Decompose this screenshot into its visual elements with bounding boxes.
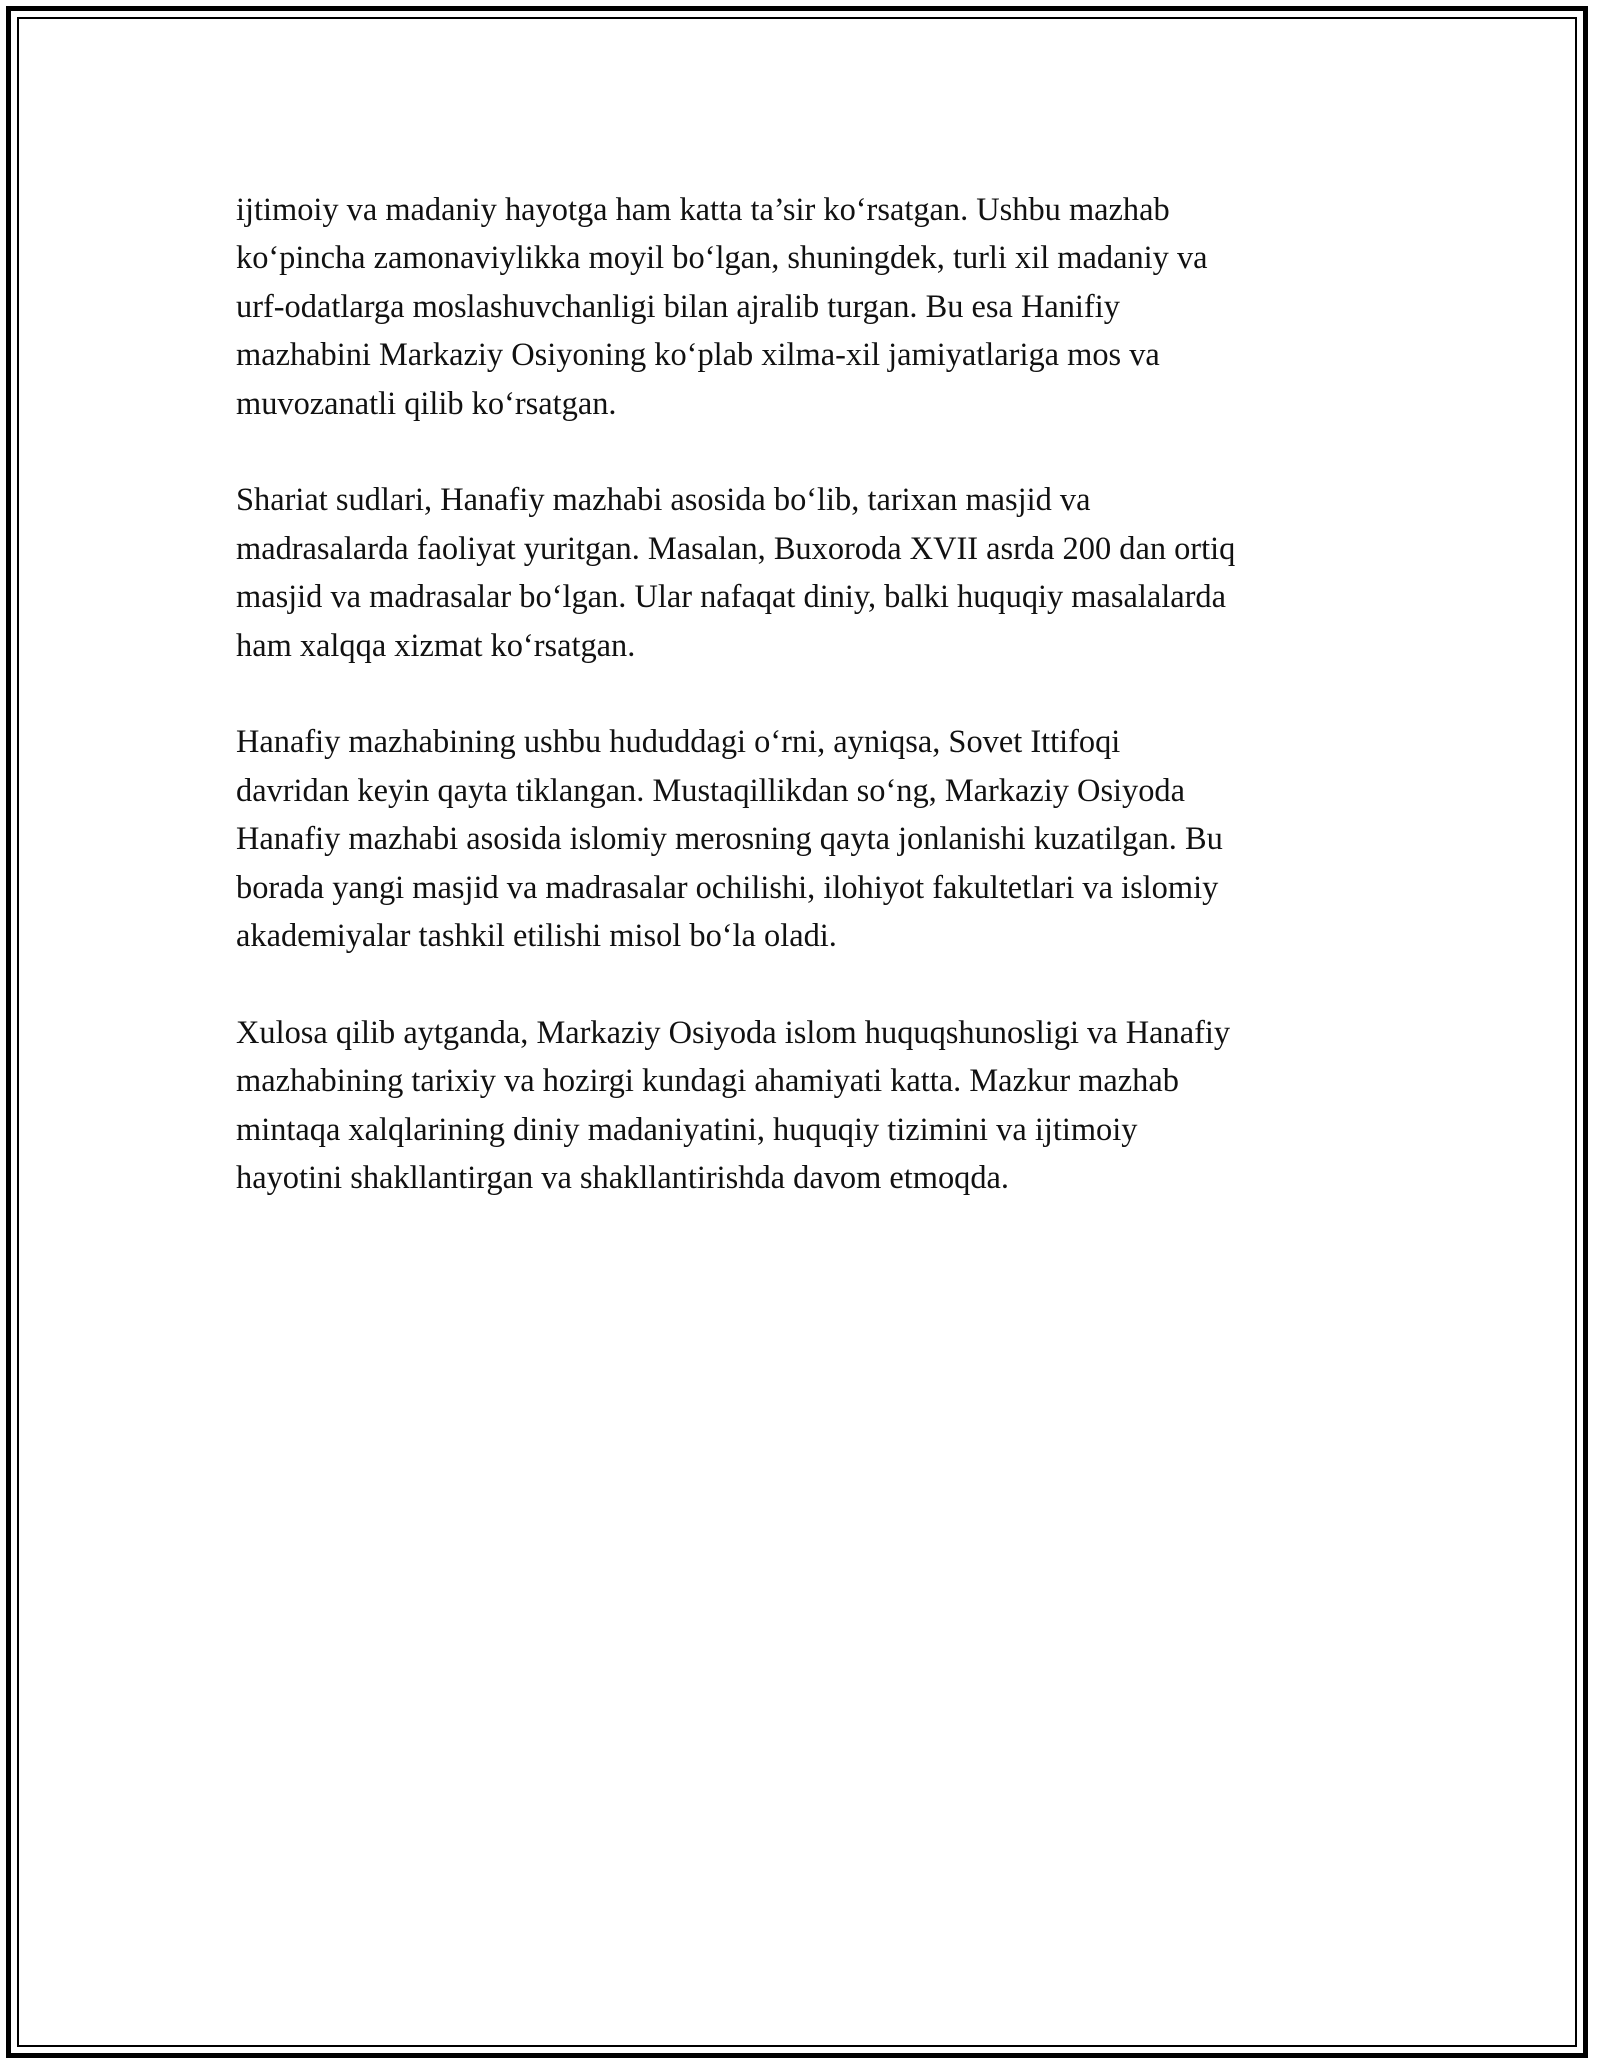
paragraph-1: ijtimoiy va madaniy hayotga ham katta ta’sir ko‘rsatgan. Ushbu mazhab ko‘pincha zamonaviylikka moyil bo‘lgan, shuningdek, turli xil madaniy va urf-odatlarga moslashuvchanligi bilan ajralib turgan. Bu esa Hanifiy mazhabini Markaziy Osiyoning ko‘plab xilma-xil jamiyatlariga mos va muvozanatli qilib ko‘rsatgan. (236, 192, 1208, 422)
paragraph-3: Hanafiy mazhabining ushbu hududdagi o‘rni, ayniqsa, Sovet Ittifoqi davridan keyin qayta tiklangan. Mustaqillikdan so‘ng, Markaziy Osiyoda Hanafiy mazhabi asosida islomiy merosning qayta jonlanishi kuzatilgan. Bu borada yangi masjid va madrasalar ochilishi, ilohiyot fakultetlari va islomiy akademiyalar tashkil etilishi misol bo‘la oladi. (236, 724, 1223, 955)
paragraph-4: Xulosa qilib aytganda, Markaziy Osiyoda islom huquqshunosligi va Hanafiy mazhabining tarixiy va hozirgi kundagi ahamiyati katta. Mazkur mazhab mintaqa xalqlarining diniy madaniyatini, huquqiy tizimini va ijtimoiy hayotini shakllantirgan va shakllantirishda davom etmoqda. (236, 1014, 1231, 1197)
document-body (236, 186, 1376, 1251)
paragraph-2: Shariat sudlari, Hanafiy mazhabi asosida bo‘lib, tarixan masjid va madrasalarda faoliyat yuritgan. Masalan, Buxoroda XVII asrda 200 dan ortiq masjid va madrasalar bo‘lgan. Ular nafaqat diniy, balki huquqiy masalalarda ham xalqqa xizmat ko‘rsatgan. (236, 482, 1236, 664)
